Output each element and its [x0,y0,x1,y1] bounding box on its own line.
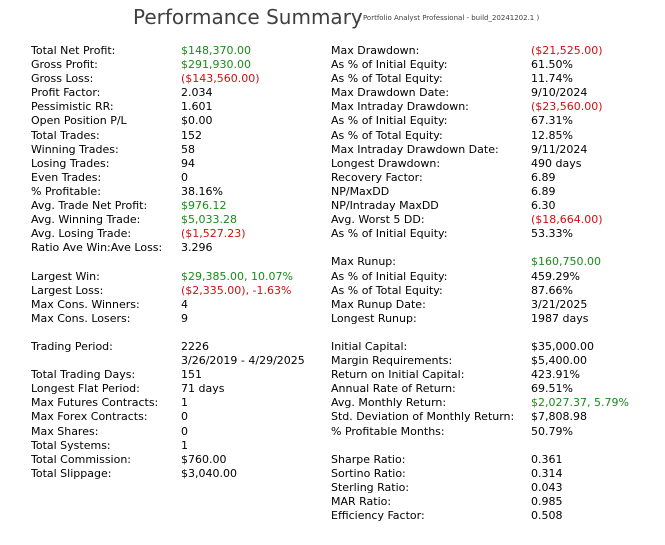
build-info: ( Portfolio Analyst Professional - build_20241202.1 ) [358,14,540,22]
metric-label: Max Runup: [331,255,396,269]
metric-label: Avg. Winning Trade: [31,213,141,227]
metric-label: As % of Total Equity: [331,128,443,142]
metric-label: Return on Initial Capital: [331,368,465,382]
metric-label: Profit Factor: [31,86,101,100]
metric-value: 1 [181,438,188,452]
metric-value: 11.74% [531,72,573,86]
metric-value: ($143,560.00) [181,72,260,86]
metric-label: Max Futures Contracts: [31,396,159,410]
metric-label: % Profitable Months: [331,424,445,438]
metric-label: Total Systems: [31,438,111,452]
metric-label: Max Runup Date: [331,297,426,311]
metric-label: Max Intraday Drawdown: [331,100,469,114]
metric-label: Efficiency Factor: [331,509,425,523]
metric-value: 6.89 [531,170,556,184]
metric-label: Total Trading Days: [31,368,136,382]
metric-label: As % of Initial Equity: [331,114,448,128]
metric-value: 9 [181,311,188,325]
metric-label: Avg. Losing Trade: [31,227,132,241]
metric-label: Pessimistic RR: [31,100,114,114]
metric-value: 9/11/2024 [531,142,588,156]
metric-label: Sortino Ratio: [331,466,406,480]
metric-value: 71 days [181,382,225,396]
metric-label: Total Slippage: [31,466,112,480]
metric-label: Initial Capital: [331,339,408,353]
metric-value: 58 [181,142,195,156]
metric-label: Avg. Monthly Return: [331,396,447,410]
metric-value: $5,400.00 [531,354,587,368]
metric-value: 1987 days [531,311,589,325]
metric-value: $35,000.00 [531,339,594,353]
metric-label: Total Trades: [31,128,100,142]
metric-value: 0 [181,410,188,424]
metric-value: 94 [181,156,195,170]
metric-value: $2,027.37, 5.79% [531,396,629,410]
report-header [0,0,665,40]
metric-label: % Profitable: [31,184,101,198]
metric-value: 38.16% [181,184,223,198]
metric-label: Losing Trades: [31,156,110,170]
metric-label: Max Drawdown: [331,44,420,57]
metric-value: 3.296 [181,241,213,255]
metric-value: ($2,335.00), -1.63% [181,283,292,297]
metric-value: $160,750.00 [531,255,601,269]
metric-value: 1.601 [181,100,213,114]
metric-value: 0.508 [531,509,563,523]
metric-value: 2.034 [181,86,213,100]
metric-label: Total Net Profit: [31,44,116,57]
metric-value: 151 [181,368,202,382]
metric-label: Largest Loss: [31,283,104,297]
metric-value: 0.361 [531,452,563,466]
metric-value: $5,033.28 [181,213,237,227]
metric-label: Max Shares: [31,424,99,438]
metric-label: Max Drawdown Date: [331,86,450,100]
metric-value: ($18,664.00) [531,213,603,227]
metric-value: ($23,560.00) [531,100,603,114]
metric-label: Total Commission: [31,452,132,466]
metric-value: $7,808.98 [531,410,587,424]
metric-label: As % of Initial Equity: [331,269,448,283]
metric-value: $148,370.00 [181,44,251,57]
metric-value: 53.33% [531,227,573,241]
metric-label: Gross Profit: [31,58,98,72]
metric-value: ($21,525.00) [531,44,603,57]
metric-value: 2226 [181,339,209,353]
metric-label: Gross Loss: [31,72,94,86]
metric-label: NP/Intraday MaxDD [331,199,439,213]
metric-label: Trading Period: [31,339,113,353]
metric-value: 1 [181,396,188,410]
metric-label: Max Cons. Losers: [31,311,131,325]
metric-value: 152 [181,128,202,142]
metric-value: 50.79% [531,424,573,438]
metric-value: 61.50% [531,58,573,72]
metric-label: Max Cons. Winners: [31,297,140,311]
metric-value: 0 [181,170,188,184]
metric-label: Avg. Trade Net Profit: [31,199,148,213]
metric-value: $760.00 [181,452,227,466]
metric-label: Std. Deviation of Monthly Return: [331,410,515,424]
metric-value: 3/21/2025 [531,297,588,311]
metric-label: Ratio Ave Win:Ave Loss: [31,241,163,255]
page-title: Performance Summary [133,5,363,29]
metric-value: 459.29% [531,269,580,283]
metric-value: 69.51% [531,382,573,396]
metric-value: 4 [181,297,188,311]
metric-label: As % of Total Equity: [331,72,443,86]
metric-value: $3,040.00 [181,466,237,480]
metric-value: ($1,527.23) [181,227,246,241]
metric-label: Sharpe Ratio: [331,452,406,466]
metric-value: 3/26/2019 - 4/29/2025 [181,354,305,368]
metric-label: Largest Win: [31,269,100,283]
metric-value: 0.314 [531,466,563,480]
metric-value: $291,930.00 [181,58,251,72]
metric-label: Longest Runup: [331,311,417,325]
metric-label: As % of Initial Equity: [331,227,448,241]
metric-label: Max Intraday Drawdown Date: [331,142,499,156]
metric-value: 6.30 [531,199,556,213]
metric-value: 0.043 [531,480,563,494]
metric-label: Open Position P/L [31,114,127,128]
metric-label: Longest Drawdown: [331,156,441,170]
metric-label: Recovery Factor: [331,170,423,184]
metric-label: As % of Initial Equity: [331,58,448,72]
metric-value: $976.12 [181,199,227,213]
metric-value: 9/10/2024 [531,86,588,100]
metric-value: $0.00 [181,114,213,128]
metric-value: $29,385.00, 10.07% [181,269,293,283]
metric-value: 0 [181,424,188,438]
metric-value: 0.985 [531,495,563,508]
metric-label: As % of Total Equity: [331,283,443,297]
metric-label: Margin Requirements: [331,354,453,368]
metric-value: 87.66% [531,283,573,297]
metric-value: 12.85% [531,128,573,142]
metric-label: NP/MaxDD [331,184,390,198]
metric-label: Avg. Worst 5 DD: [331,213,425,227]
metric-label: MAR Ratio: [331,495,392,508]
metric-label: Annual Rate of Return: [331,382,456,396]
metric-value: 423.91% [531,368,580,382]
metric-label: Sterling Ratio: [331,480,410,494]
metric-value: 490 days [531,156,582,170]
metric-label: Max Forex Contracts: [31,410,148,424]
metric-value: 67.31% [531,114,573,128]
metric-label: Winning Trades: [31,142,119,156]
metric-value: 6.89 [531,184,556,198]
metric-label: Even Trades: [31,170,102,184]
metric-label: Longest Flat Period: [31,382,140,396]
